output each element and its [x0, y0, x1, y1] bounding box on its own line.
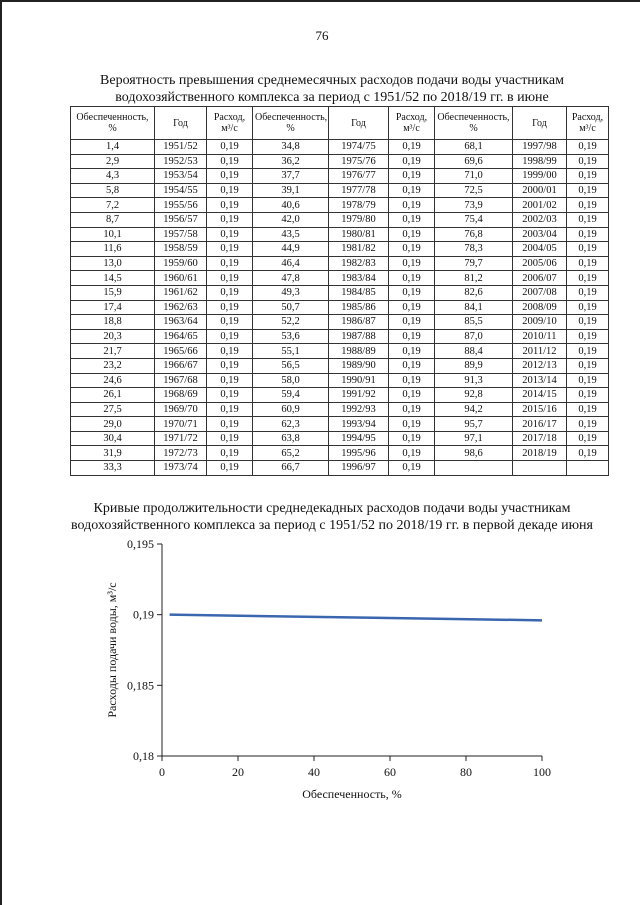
- table-cell: 0,19: [567, 154, 609, 169]
- table-cell: 1982/83: [329, 256, 389, 271]
- table-cell: 0,19: [389, 212, 435, 227]
- table-cell: 15,9: [71, 285, 155, 300]
- table-cell: 2013/14: [513, 373, 567, 388]
- table-row: [71, 242, 609, 257]
- table-cell: 1987/88: [329, 329, 389, 344]
- series-line: [170, 615, 542, 621]
- x-tick-label: 100: [533, 765, 551, 779]
- table-cell: 0,19: [207, 154, 253, 169]
- table-cell: 1997/98: [513, 140, 567, 155]
- table-row: [71, 212, 609, 227]
- table-cell: 26,1: [71, 388, 155, 403]
- table-cell: 36,2: [253, 154, 329, 169]
- table-row: [71, 402, 609, 417]
- table-cell: 1963/64: [155, 315, 207, 330]
- table-title: Вероятность превышения среднемесячных расходов подачи воды участникам водохозяйственного комплекса за период с 1951/52 по 2018/19 гг. в июне: [100, 73, 564, 105]
- table-cell: 0,19: [389, 140, 435, 155]
- table-cell: 40,6: [253, 198, 329, 213]
- table-cell: 0,19: [389, 242, 435, 257]
- table-cell: 0,19: [389, 402, 435, 417]
- table-cell: 18,8: [71, 315, 155, 330]
- table-cell: 50,7: [253, 300, 329, 315]
- table-cell: 1958/59: [155, 242, 207, 257]
- table-row: [71, 227, 609, 242]
- table-row: [71, 183, 609, 198]
- table-cell: 1956/57: [155, 212, 207, 227]
- table-cell: 0,19: [389, 154, 435, 169]
- table-cell: 78,3: [435, 242, 513, 257]
- table-cell: 0,19: [389, 227, 435, 242]
- table-cell: 1976/77: [329, 169, 389, 184]
- table-cell: 44,9: [253, 242, 329, 257]
- table-cell: 0,19: [207, 169, 253, 184]
- table-cell: 92,8: [435, 388, 513, 403]
- table-cell: 0,19: [567, 402, 609, 417]
- table-cell: 1992/93: [329, 402, 389, 417]
- table-cell: 0,19: [207, 198, 253, 213]
- table-cell: 2003/04: [513, 227, 567, 242]
- table-cell: 60,9: [253, 402, 329, 417]
- table-cell: 2017/18: [513, 431, 567, 446]
- table-cell: 0,19: [389, 344, 435, 359]
- table-cell: 30,4: [71, 431, 155, 446]
- table-cell: 1998/99: [513, 154, 567, 169]
- page-number: 76: [315, 28, 329, 43]
- table-cell: 0,19: [567, 242, 609, 257]
- x-tick-label: 40: [308, 765, 320, 779]
- table-cell: 0,19: [567, 256, 609, 271]
- table-cell: 2002/03: [513, 212, 567, 227]
- x-axis-label: Обеспеченность, %: [302, 787, 402, 801]
- table-cell: 98,6: [435, 446, 513, 461]
- table-cell: 0,19: [567, 431, 609, 446]
- table-cell: 1962/63: [155, 300, 207, 315]
- table-cell: 0,19: [567, 388, 609, 403]
- table-cell: 52,2: [253, 315, 329, 330]
- column-header: Расход, м³/с: [389, 107, 435, 140]
- table-cell: 34,8: [253, 140, 329, 155]
- table-cell: 17,4: [71, 300, 155, 315]
- table-cell: 82,6: [435, 285, 513, 300]
- table-cell: 0,19: [389, 373, 435, 388]
- table-row: [71, 417, 609, 432]
- table-cell: 11,6: [71, 242, 155, 257]
- table-cell: 75,4: [435, 212, 513, 227]
- table-cell: 63,8: [253, 431, 329, 446]
- x-tick-label: 20: [232, 765, 244, 779]
- table-cell: 47,8: [253, 271, 329, 286]
- table-cell: 31,9: [71, 446, 155, 461]
- table-row: [71, 358, 609, 373]
- table-cell: 1970/71: [155, 417, 207, 432]
- table-row: [71, 154, 609, 169]
- table-row: [71, 300, 609, 315]
- table-cell: 1985/86: [329, 300, 389, 315]
- table-cell: 0,19: [207, 446, 253, 461]
- column-header: Расход, м³/с: [567, 107, 609, 140]
- table-cell: 2008/09: [513, 300, 567, 315]
- table-cell: 0,19: [207, 402, 253, 417]
- table-row: [71, 373, 609, 388]
- table-cell: 1999/00: [513, 169, 567, 184]
- table-cell: 0,19: [567, 373, 609, 388]
- table-cell: 2014/15: [513, 388, 567, 403]
- table-cell: 1993/94: [329, 417, 389, 432]
- table-cell: 71,0: [435, 169, 513, 184]
- table-cell: 0,19: [207, 140, 253, 155]
- table-cell: 1957/58: [155, 227, 207, 242]
- table-cell: 66,7: [253, 461, 329, 476]
- table-cell: 1961/62: [155, 285, 207, 300]
- column-header: Год: [513, 107, 567, 140]
- table-cell: 0,19: [207, 431, 253, 446]
- table-cell: 2005/06: [513, 256, 567, 271]
- table-cell: 72,5: [435, 183, 513, 198]
- table-cell: 0,19: [207, 183, 253, 198]
- table-cell: 0,19: [207, 417, 253, 432]
- table-cell: 39,1: [253, 183, 329, 198]
- table-cell: 1974/75: [329, 140, 389, 155]
- table-cell: 0,19: [389, 461, 435, 476]
- table-cell: 0,19: [567, 446, 609, 461]
- table-row: [71, 461, 609, 476]
- table-cell: 1952/53: [155, 154, 207, 169]
- table-cell: 0,19: [207, 315, 253, 330]
- table-cell: 0,19: [567, 417, 609, 432]
- column-header: Обеспеченность, %: [71, 107, 155, 140]
- table-cell: 7,2: [71, 198, 155, 213]
- probability-table: [70, 106, 609, 476]
- table-cell: 84,1: [435, 300, 513, 315]
- table-cell: 0,19: [567, 285, 609, 300]
- table-cell: 1969/70: [155, 402, 207, 417]
- table-cell: 8,7: [71, 212, 155, 227]
- table-cell: 33,3: [71, 461, 155, 476]
- table-cell: 0,19: [207, 358, 253, 373]
- table-cell: 1960/61: [155, 271, 207, 286]
- table-cell: 0,19: [207, 256, 253, 271]
- table-row: [71, 271, 609, 286]
- table-cell: 59,4: [253, 388, 329, 403]
- table-cell: 1986/87: [329, 315, 389, 330]
- table-cell: 56,5: [253, 358, 329, 373]
- table-cell: 0,19: [389, 300, 435, 315]
- table-cell: 1959/60: [155, 256, 207, 271]
- y-tick-label: 0,19: [133, 607, 154, 622]
- table-cell: 1973/74: [155, 461, 207, 476]
- table-cell: 0,19: [207, 344, 253, 359]
- table-cell: 0,19: [567, 300, 609, 315]
- column-header: Год: [329, 107, 389, 140]
- table-cell: 68,1: [435, 140, 513, 155]
- table-cell: 1990/91: [329, 373, 389, 388]
- table-cell: 1980/81: [329, 227, 389, 242]
- table-cell: 0,19: [567, 183, 609, 198]
- table-cell: 1953/54: [155, 169, 207, 184]
- table-cell: 1988/89: [329, 344, 389, 359]
- table-cell: 1954/55: [155, 183, 207, 198]
- y-axis-label: Расходы подачи воды, м³/с: [105, 582, 119, 718]
- table-cell: 43,5: [253, 227, 329, 242]
- table-cell: 0,19: [567, 344, 609, 359]
- chart-title: Кривые продолжительности среднедекадных расходов подачи воды участникам водохозяйственного комплекса за период с 1951/52 по 2018/19 гг. в первой декаде июня: [71, 501, 593, 533]
- table-cell: 2000/01: [513, 183, 567, 198]
- table-cell: 1989/90: [329, 358, 389, 373]
- table-row: [71, 140, 609, 155]
- table-cell: 0,19: [207, 285, 253, 300]
- table-cell: 2,9: [71, 154, 155, 169]
- table-cell: 0,19: [207, 227, 253, 242]
- table-cell: 0,19: [567, 227, 609, 242]
- table-cell: 2018/19: [513, 446, 567, 461]
- table-cell: 58,0: [253, 373, 329, 388]
- table-cell: 1994/95: [329, 431, 389, 446]
- table-cell: 37,7: [253, 169, 329, 184]
- table-row: [71, 256, 609, 271]
- table-cell: 89,9: [435, 358, 513, 373]
- table-row: [71, 344, 609, 359]
- table-cell: 1995/96: [329, 446, 389, 461]
- table-cell: 2012/13: [513, 358, 567, 373]
- table-cell: [435, 461, 513, 476]
- table-cell: 2009/10: [513, 315, 567, 330]
- table-cell: 65,2: [253, 446, 329, 461]
- x-tick-label: 60: [384, 765, 396, 779]
- table-cell: 0,19: [389, 388, 435, 403]
- table-cell: 1984/85: [329, 285, 389, 300]
- table-cell: 0,19: [389, 198, 435, 213]
- table-cell: 85,5: [435, 315, 513, 330]
- table-cell: 81,2: [435, 271, 513, 286]
- table-cell: 1978/79: [329, 198, 389, 213]
- table-cell: 42,0: [253, 212, 329, 227]
- table-row: [71, 388, 609, 403]
- table-cell: 95,7: [435, 417, 513, 432]
- table-row: [71, 431, 609, 446]
- table-cell: 88,4: [435, 344, 513, 359]
- table-cell: 69,6: [435, 154, 513, 169]
- table-cell: 2010/11: [513, 329, 567, 344]
- table-cell: 0,19: [389, 358, 435, 373]
- table-cell: 1967/68: [155, 373, 207, 388]
- table-cell: 0,19: [567, 198, 609, 213]
- table-cell: 1991/92: [329, 388, 389, 403]
- table-cell: [513, 461, 567, 476]
- table-cell: 1977/78: [329, 183, 389, 198]
- column-header: Расход, м³/с: [207, 107, 253, 140]
- table-row: [71, 315, 609, 330]
- table-cell: 0,19: [207, 461, 253, 476]
- table-cell: 0,19: [567, 169, 609, 184]
- table-cell: 1975/76: [329, 154, 389, 169]
- table-cell: 0,19: [567, 358, 609, 373]
- table-row: [71, 446, 609, 461]
- table-cell: 0,19: [207, 329, 253, 344]
- table-cell: 1972/73: [155, 446, 207, 461]
- table-header-row: [71, 107, 609, 140]
- table-cell: 0,19: [567, 140, 609, 155]
- table-cell: 0,19: [389, 169, 435, 184]
- table-cell: 2001/02: [513, 198, 567, 213]
- table-cell: 0,19: [389, 183, 435, 198]
- table-cell: 0,19: [207, 271, 253, 286]
- table-cell: 0,19: [389, 285, 435, 300]
- table-cell: 87,0: [435, 329, 513, 344]
- table-cell: 0,19: [207, 300, 253, 315]
- table-cell: 0,19: [207, 373, 253, 388]
- table-cell: 2006/07: [513, 271, 567, 286]
- table-cell: 1965/66: [155, 344, 207, 359]
- table-cell: 1964/65: [155, 329, 207, 344]
- table-cell: 4,3: [71, 169, 155, 184]
- table-cell: 94,2: [435, 402, 513, 417]
- table-cell: 0,19: [389, 329, 435, 344]
- column-header: Обеспеченность, %: [253, 107, 329, 140]
- table-cell: 0,19: [567, 329, 609, 344]
- table-cell: 2004/05: [513, 242, 567, 257]
- table-cell: 24,6: [71, 373, 155, 388]
- table-cell: 91,3: [435, 373, 513, 388]
- table-cell: 2011/12: [513, 344, 567, 359]
- table-cell: 0,19: [389, 446, 435, 461]
- x-tick-label: 80: [460, 765, 472, 779]
- y-tick-label: 0,18: [133, 749, 154, 763]
- table-cell: 2007/08: [513, 285, 567, 300]
- table-cell: 0,19: [389, 256, 435, 271]
- table-cell: 23,2: [71, 358, 155, 373]
- table-cell: 1955/56: [155, 198, 207, 213]
- table-cell: 2016/17: [513, 417, 567, 432]
- table-cell: 2015/16: [513, 402, 567, 417]
- table-cell: 14,5: [71, 271, 155, 286]
- table-cell: 1996/97: [329, 461, 389, 476]
- table-cell: 13,0: [71, 256, 155, 271]
- table-cell: 1,4: [71, 140, 155, 155]
- y-tick-label: 0,195: [127, 537, 154, 551]
- table-cell: 1981/82: [329, 242, 389, 257]
- table-cell: 1966/67: [155, 358, 207, 373]
- table-cell: 0,19: [567, 212, 609, 227]
- table-cell: 53,6: [253, 329, 329, 344]
- table-cell: 79,7: [435, 256, 513, 271]
- table-cell: 62,3: [253, 417, 329, 432]
- table-row: [71, 198, 609, 213]
- table-cell: 0,19: [207, 388, 253, 403]
- table-cell: 10,1: [71, 227, 155, 242]
- table-cell: 0,19: [389, 431, 435, 446]
- table-cell: 1971/72: [155, 431, 207, 446]
- column-header: Год: [155, 107, 207, 140]
- column-header: Обеспеченность, %: [435, 107, 513, 140]
- table-cell: 55,1: [253, 344, 329, 359]
- table-cell: 1951/52: [155, 140, 207, 155]
- table-cell: [567, 461, 609, 476]
- table-cell: 73,9: [435, 198, 513, 213]
- table-cell: 27,5: [71, 402, 155, 417]
- table-cell: 0,19: [207, 242, 253, 257]
- table-cell: 5,8: [71, 183, 155, 198]
- duration-curve-chart: [98, 532, 578, 832]
- table-cell: 49,3: [253, 285, 329, 300]
- table-cell: 0,19: [389, 271, 435, 286]
- table-cell: 1968/69: [155, 388, 207, 403]
- table-cell: 0,19: [207, 212, 253, 227]
- table-cell: 21,7: [71, 344, 155, 359]
- table-cell: 76,8: [435, 227, 513, 242]
- table-row: [71, 169, 609, 184]
- x-tick-label: 0: [159, 765, 165, 779]
- table-row: [71, 285, 609, 300]
- table-cell: 0,19: [567, 271, 609, 286]
- table-cell: 0,19: [389, 315, 435, 330]
- table-row: [71, 329, 609, 344]
- table-cell: 29,0: [71, 417, 155, 432]
- table-cell: 46,4: [253, 256, 329, 271]
- table-cell: 20,3: [71, 329, 155, 344]
- y-tick-label: 0,185: [127, 678, 154, 693]
- table-cell: 0,19: [567, 315, 609, 330]
- table-cell: 97,1: [435, 431, 513, 446]
- table-cell: 1979/80: [329, 212, 389, 227]
- table-cell: 1983/84: [329, 271, 389, 286]
- table-cell: 0,19: [389, 417, 435, 432]
